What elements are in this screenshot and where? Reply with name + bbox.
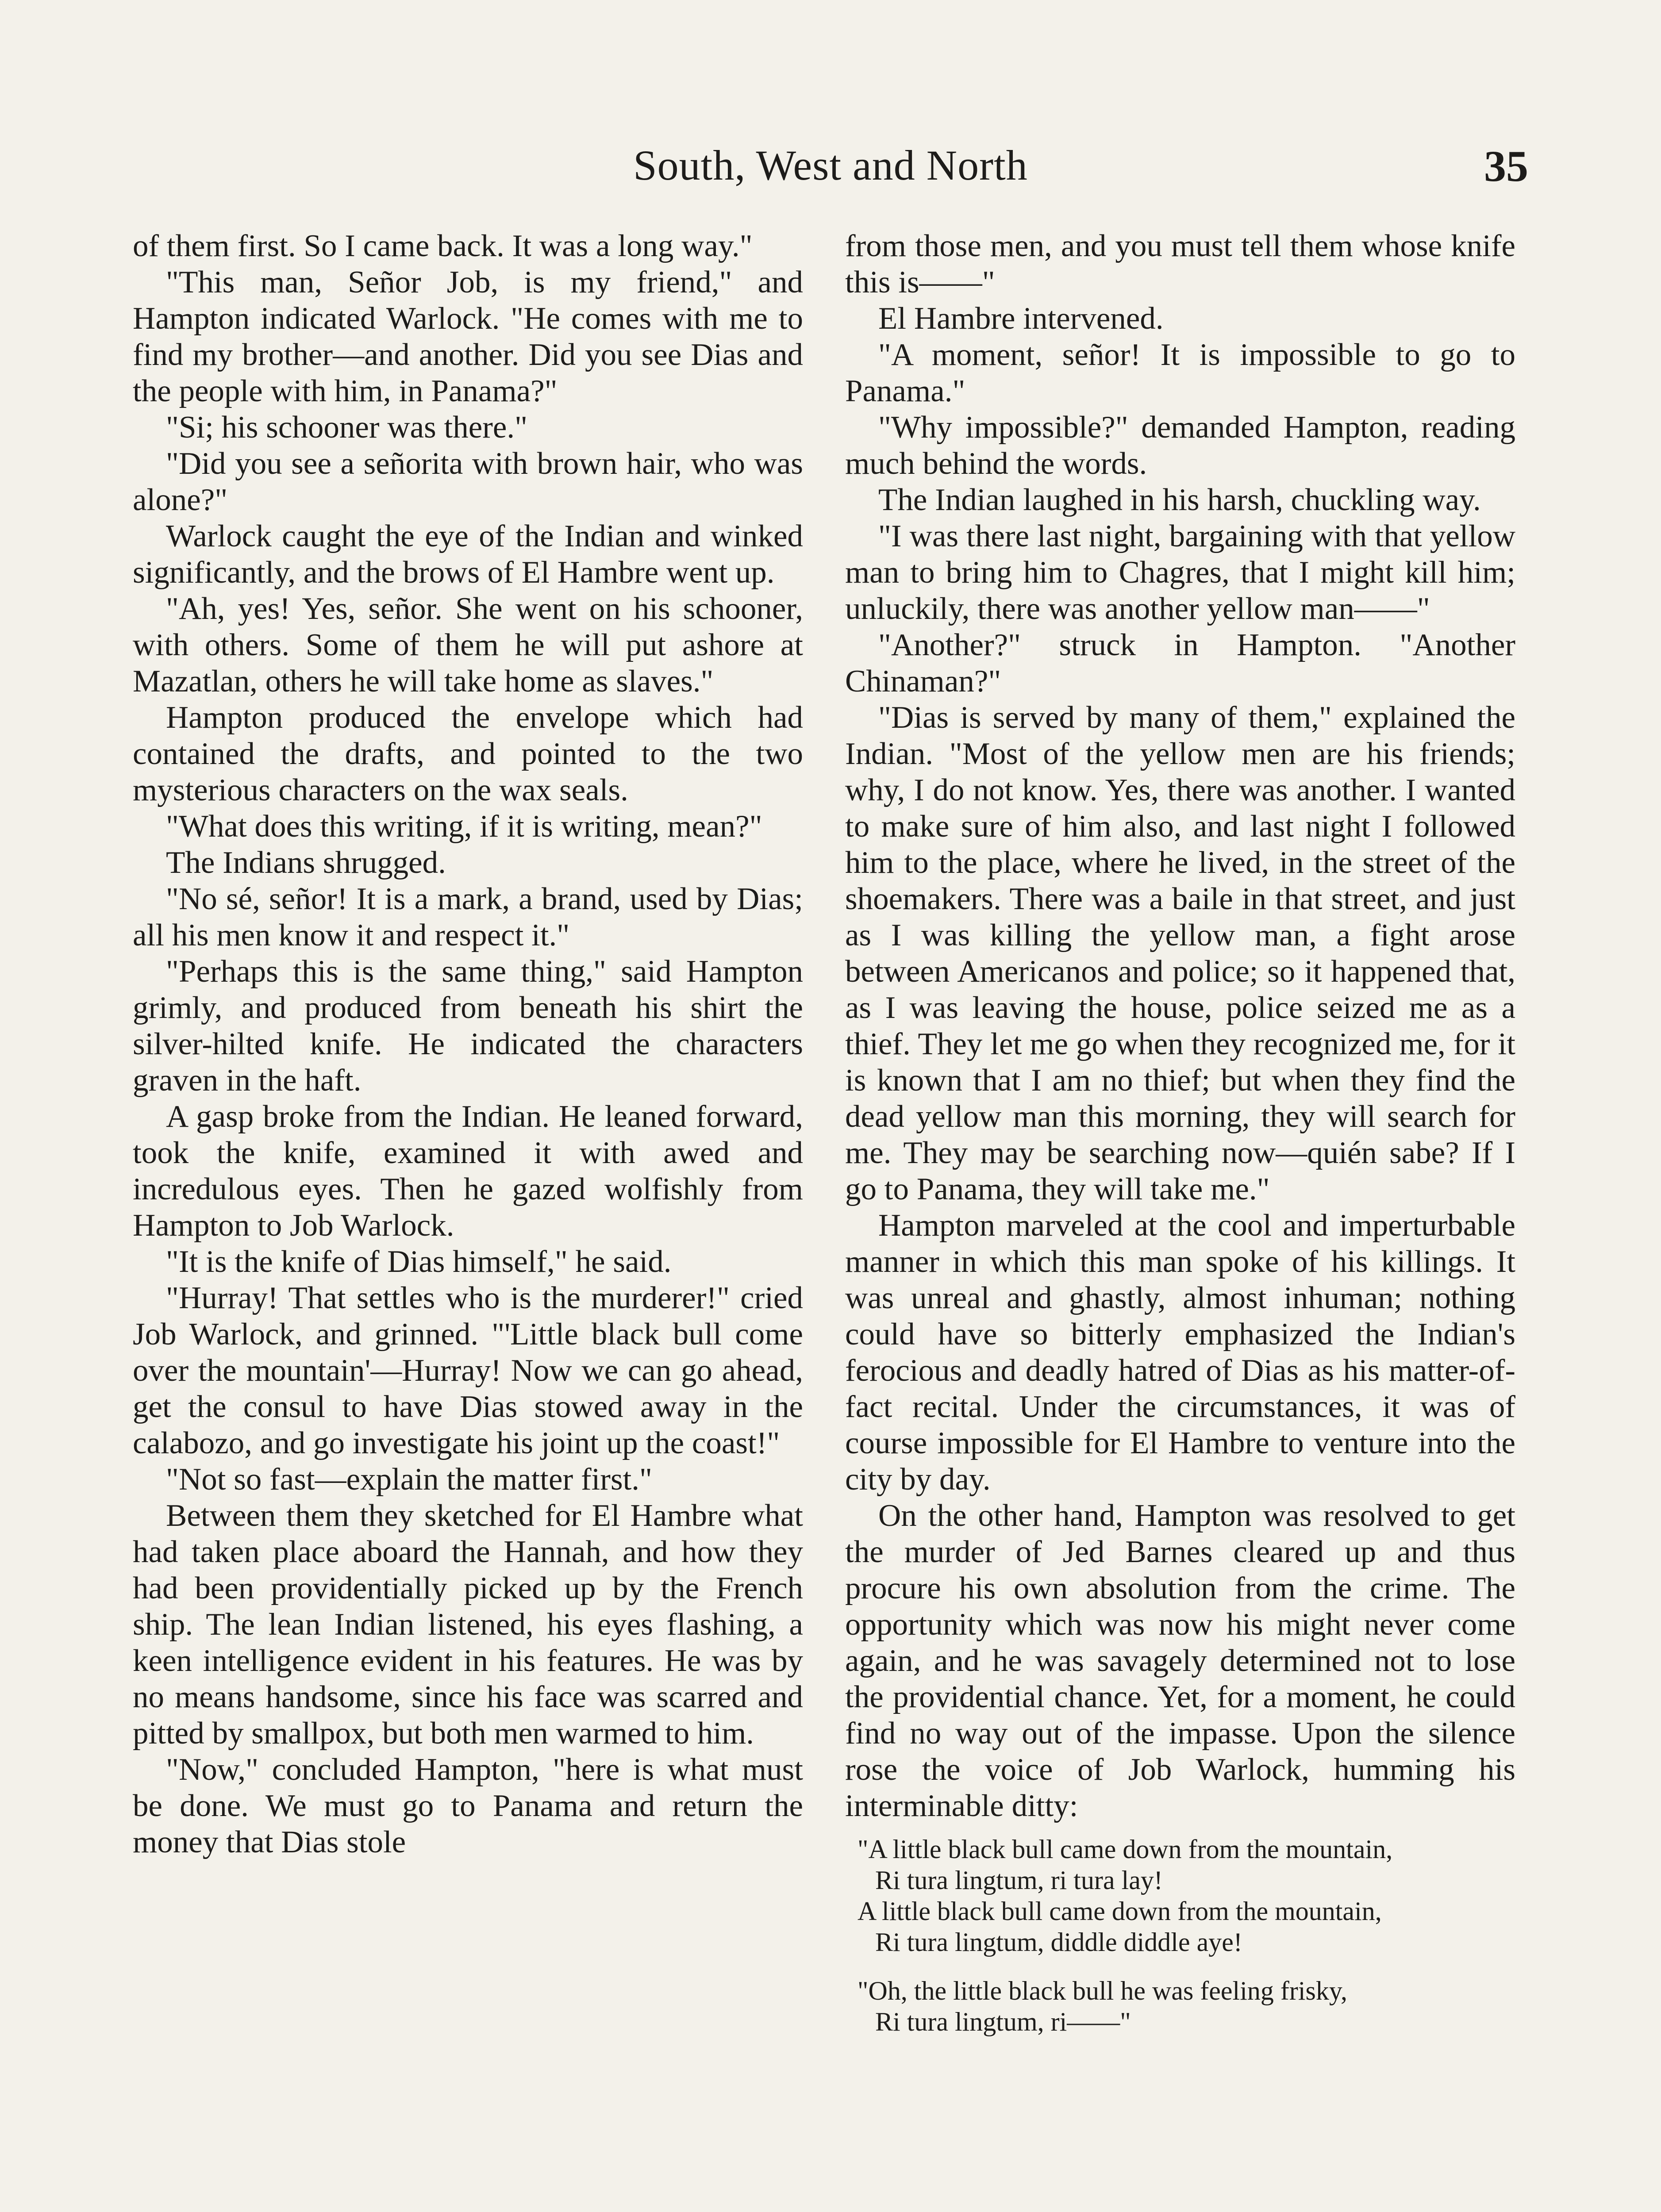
verse-line: Ri tura lingtum, ri——" — [875, 2007, 1131, 2036]
paragraph: "No sé, señor! It is a mark, a brand, used by Dias; all his men know it and respect it." — [133, 882, 803, 952]
paragraph: Hampton marveled at the cool and imperturbable manner in which this man spoke of his killings. It was unreal and ghastly, almost inhuman; nothing could have so bitterly emphasized the Indian's ferocious and deadly hatred of Dias as his matter-of-fact recital. Under the circumstances, it was of course impossible for El Hambre to venture into the city by day. — [845, 1208, 1515, 1497]
paragraph: Warlock caught the eye of the Indian and winked significantly, and the brows of El Hambre went up. — [133, 519, 803, 590]
paragraph: "This man, Señor Job, is my friend," and Hampton indicated Warlock. "He comes with me to find my brother—and another. Did you see Dias and the people with him, in Panama?" — [133, 265, 803, 408]
verse-line: Ri tura lingtum, ri tura lay! — [875, 1866, 1163, 1895]
paragraph: The Indians shrugged. — [166, 845, 446, 880]
paragraph: The Indian laughed in his harsh, chuckling way. — [878, 483, 1481, 517]
paragraph: A gasp broke from the Indian. He leaned forward, took the knife, examined it with awed and incredulous eyes. Then he gazed wolfishly from Hampton to Job Warlock. — [133, 1099, 803, 1243]
verse-line: "A little black bull came down from the mountain, — [857, 1835, 1393, 1864]
paragraph: "Hurray! That settles who is the murderer!" cried Job Warlock, and grinned. "'Little black bull come over the mountain'—Hurray! Now we can go ahead, get the consul to have Dias stowed away in the calabozo, and go investigate his joint up the coast!" — [133, 1281, 803, 1460]
verse-line: "Oh, the little black bull he was feeling frisky, — [857, 1976, 1347, 2005]
paragraph: "Si; his schooner was there." — [166, 410, 528, 445]
paragraph: "It is the knife of Dias himself," he said. — [166, 1244, 672, 1279]
paragraph: "Perhaps this is the same thing," said Hampton grimly, and produced from beneath his shirt the silver-hilted knife. He indicated the characters graven in the haft. — [133, 954, 803, 1098]
paragraph: "Now," concluded Hampton, "here is what must be done. We must go to Panama and return the money that Dias stole — [133, 1752, 803, 1859]
paragraph: "Ah, yes! Yes, señor. She went on his schooner, with others. Some of them he will put ashore at Mazatlan, others he will take home as slaves." — [133, 591, 803, 699]
running-title: South, West and North — [633, 142, 1028, 189]
paragraph: "Another?" struck in Hampton. "Another Chinaman?" — [845, 628, 1515, 699]
running-head — [133, 141, 1528, 207]
paragraph: "Why impossible?" demanded Hampton, reading much behind the words. — [845, 410, 1515, 481]
paragraph: El Hambre intervened. — [878, 301, 1164, 336]
song-verse — [845, 1834, 1515, 2037]
paragraph: Hampton produced the envelope which had contained the drafts, and pointed to the two mysterious characters on the wax seals. — [133, 700, 803, 807]
left-column — [133, 228, 803, 1860]
page-number: 35 — [1484, 142, 1528, 191]
verse-line: Ri tura lingtum, diddle diddle aye! — [875, 1928, 1242, 1957]
paragraph: from those men, and you must tell them whose knife this is——" — [845, 229, 1515, 300]
verse-stanza — [845, 1975, 1515, 2037]
right-column — [845, 228, 1515, 2055]
paragraph: "Did you see a señorita with brown hair, who was alone?" — [133, 446, 803, 517]
paragraph: "A moment, señor! It is impossible to go to Panama." — [845, 338, 1515, 408]
paragraph: "Dias is served by many of them," explained the Indian. "Most of the yellow men are his friends; why, I do not know. Yes, there was another. I wanted to make sure of him also, and last night I followed him to the place, where he lived, in the street of the shoemakers. There was a baile in that street, and just as I was killing the yellow man, a fight arose between Americanos and police; so it happened that, as I was leaving the house, police seized me as a thief. They let me go when they recognized me, for it is known that I am no thief; but when they find the dead yellow man this morning, they will search for me. They may be searching now—quién sabe? If I go to Panama, they will take me." — [845, 700, 1515, 1206]
paragraph: of them first. So I came back. It was a long way." — [133, 229, 753, 263]
paragraph: "What does this writing, if it is writing, mean?" — [166, 809, 762, 844]
verse-stanza — [845, 1834, 1515, 1958]
paragraph: Between them they sketched for El Hambre what had taken place aboard the Hannah, and how they had been providentially picked up by the French ship. The lean Indian listened, his eyes flashing, a keen intelligence evident in his features. He was by no means handsome, since his face was scarred and pitted by smallpox, but both men warmed to him. — [133, 1498, 803, 1751]
paragraph: On the other hand, Hampton was resolved to get the murder of Jed Barnes cleared up and thus procure his own absolution from the crime. The opportunity which was now his might never come again, and he was savagely determined not to lose the providential chance. Yet, for a moment, he could find no way out of the impasse. Upon the silence rose the voice of Job Warlock, humming his interminable ditty: — [845, 1498, 1515, 1823]
paragraph: "I was there last night, bargaining with that yellow man to bring him to Chagres, that I might kill him; unluckily, there was another yellow man——" — [845, 519, 1515, 626]
verse-line: A little black bull came down from the mountain, — [857, 1897, 1382, 1926]
paragraph: "Not so fast—explain the matter first." — [166, 1462, 653, 1497]
